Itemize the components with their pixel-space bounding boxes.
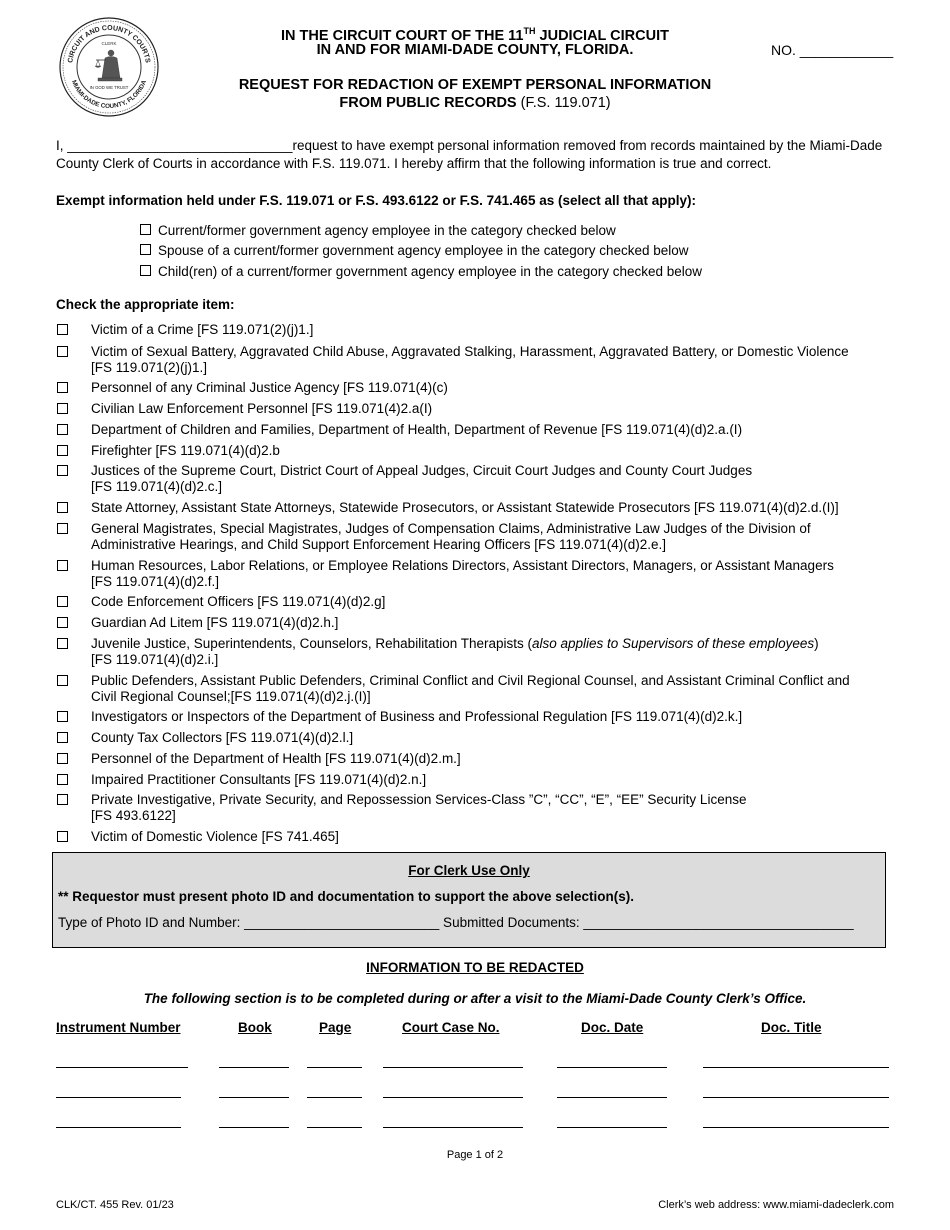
- col-book: Book: [238, 1020, 272, 1035]
- item-checkbox[interactable]: [57, 752, 75, 767]
- checkbox[interactable]: [140, 244, 151, 255]
- item-label: Victim of Domestic Violence [FS 741.465]: [91, 829, 339, 844]
- item-label: General Magistrates, Special Magistrates, Judges of Compensation Claims, Administrative Law Judges of the Division of Administrative Hearings, and Child Support Enforcement Hearing Officers [FS 119.071(4)(d)2.e.]: [91, 521, 811, 552]
- case-number-field[interactable]: NO. ____________: [771, 42, 894, 58]
- redaction-entry-line[interactable]: [383, 1097, 523, 1098]
- form-title-line2: FROM PUBLIC RECORDS (F.S. 119.071): [339, 95, 611, 111]
- redaction-entry-line[interactable]: [219, 1097, 289, 1098]
- redaction-entry-line[interactable]: [703, 1097, 889, 1098]
- exempt-option-label: Spouse of a current/former government agency employee in the category checked below: [158, 243, 689, 258]
- redaction-entry-line[interactable]: [703, 1127, 889, 1128]
- checkbox[interactable]: [140, 224, 151, 235]
- item-label: Human Resources, Labor Relations, or Employee Relations Directors, Assistant Directors, Managers, or Assistant Managers [FS 119.071(4)(d)2.f.]: [91, 558, 834, 589]
- redaction-entry-line[interactable]: [557, 1067, 667, 1068]
- svg-text:IN GOD WE TRUST: IN GOD WE TRUST: [89, 85, 129, 90]
- clerk-seal-logo: [58, 16, 160, 118]
- check-heading: Check the appropriate item:: [56, 297, 235, 312]
- redaction-entry-line[interactable]: [56, 1127, 181, 1128]
- item-label: Justices of the Supreme Court, District Court of Appeal Judges, Circuit Court Judges and County Court Judges [FS 119.071(4)(d)2.c.]: [91, 463, 753, 494]
- redaction-entry-line[interactable]: [383, 1127, 523, 1128]
- item-label: Personnel of the Department of Health [FS 119.071(4)(d)2.m.]: [91, 751, 461, 766]
- item-checkbox[interactable]: [57, 830, 75, 845]
- item-checkbox[interactable]: [57, 444, 75, 459]
- item-checkbox[interactable]: [57, 381, 75, 396]
- item-checkbox[interactable]: [57, 464, 75, 479]
- item-checkbox[interactable]: [57, 522, 75, 537]
- web-address: Clerk’s web address: www.miami-dadeclerk.com: [658, 1199, 894, 1211]
- item-label: Investigators or Inspectors of the Department of Business and Professional Regulation [FS 119.071(4)(d)2.k.]: [91, 709, 743, 724]
- redaction-entry-line[interactable]: [307, 1127, 362, 1128]
- item-checkbox[interactable]: [57, 323, 75, 338]
- redaction-entry-line[interactable]: [219, 1067, 289, 1068]
- svg-text:CIRCUIT AND COUNTY COURTS: CIRCUIT AND COUNTY COURTS: [67, 24, 151, 64]
- item-label: Victim of a Crime [FS 119.071(2)(j)1.]: [91, 322, 314, 337]
- exempt-option[interactable]: [140, 223, 616, 238]
- photo-id-field[interactable]: Type of Photo ID and Number: __________________________ Submitted Documents: ____________________________________: [58, 915, 854, 930]
- page-number: Page 1 of 2: [446, 1149, 504, 1161]
- item-label: Victim of Sexual Battery, Aggravated Child Abuse, Aggravated Stalking, Harassment, Aggravated Battery, or Domestic Violence [FS 119.071(2)(j)1.]: [91, 344, 849, 375]
- redaction-entry-line[interactable]: [703, 1067, 889, 1068]
- clerk-use-box: [52, 852, 886, 948]
- item-checkbox[interactable]: [57, 559, 75, 574]
- item-checkbox[interactable]: [57, 402, 75, 417]
- form-title: REQUEST FOR REDACTION OF EXEMPT PERSONAL INFORMATION: [238, 77, 712, 93]
- item-checkbox[interactable]: [57, 345, 75, 360]
- svg-text:CLERK: CLERK: [101, 41, 117, 46]
- item-checkbox[interactable]: [57, 731, 75, 746]
- item-checkbox[interactable]: [57, 637, 75, 652]
- item-checkbox[interactable]: [57, 423, 75, 438]
- redaction-entry-line[interactable]: [219, 1127, 289, 1128]
- item-label: Personnel of any Criminal Justice Agency [FS 119.071(4)(c): [91, 380, 448, 395]
- item-label: Public Defenders, Assistant Public Defenders, Criminal Conflict and Civil Regional Counsel, and Assistant Criminal Conflict and Civil Regional Counsel;[FS 119.071(4)(d)2.j.(I)]: [91, 673, 850, 704]
- item-label: Guardian Ad Litem [FS 119.071(4)(d)2.h.]: [91, 615, 339, 630]
- redaction-entry-line[interactable]: [56, 1097, 181, 1098]
- exempt-option[interactable]: [140, 264, 702, 279]
- svg-text:MIAMI-DADE COUNTY, FLORIDA: MIAMI-DADE COUNTY, FLORIDA: [69, 79, 149, 111]
- item-checkbox[interactable]: [57, 710, 75, 725]
- item-label: Impaired Practitioner Consultants [FS 119.071(4)(d)2.n.]: [91, 772, 427, 787]
- item-label: Private Investigative, Private Security, and Repossession Services-Class ”C”, “CC”, “E”, “EE” Security License [FS 493.6122]: [91, 792, 747, 823]
- item-label: Civilian Law Enforcement Personnel [FS 119.071(4)2.a(I): [91, 401, 433, 416]
- item-checkbox[interactable]: [57, 773, 75, 788]
- redaction-entry-line[interactable]: [307, 1067, 362, 1068]
- redaction-title: INFORMATION TO BE REDACTED: [366, 960, 584, 975]
- redaction-note: The following section is to be completed during or after a visit to the Miami-Dade County Clerk’s Office.: [143, 991, 807, 1006]
- exempt-option-label: Child(ren) of a current/former government agency employee in the category checked below: [158, 264, 703, 279]
- item-checkbox[interactable]: [57, 595, 75, 610]
- court-county: IN AND FOR MIAMI-DADE COUNTY, FLORIDA.: [316, 42, 634, 58]
- item-checkbox[interactable]: [57, 674, 75, 689]
- item-label: State Attorney, Assistant State Attorneys, Statewide Prosecutors, or Assistant Statewide Prosecutors [FS 119.071(4)(d)2.d.(I)]: [91, 500, 839, 515]
- col-page: Page: [319, 1020, 352, 1035]
- redaction-entry-line[interactable]: [557, 1097, 667, 1098]
- clerk-box-note: ** Requestor must present photo ID and documentation to support the above selection(s).: [58, 889, 635, 904]
- redaction-entry-line[interactable]: [56, 1067, 188, 1068]
- col-doc-title: Doc. Title: [761, 1020, 822, 1035]
- exempt-heading: Exempt information held under F.S. 119.071 or F.S. 493.6122 or F.S. 741.465 as (select all that apply):: [56, 193, 696, 208]
- clerk-box-title: For Clerk Use Only: [408, 863, 530, 878]
- item-checkbox[interactable]: [57, 501, 75, 516]
- redaction-entry-line[interactable]: [307, 1097, 362, 1098]
- redaction-entry-line[interactable]: [557, 1127, 667, 1128]
- affirmation-text: I, ______________________________request to have exempt personal information removed from records maintained by the Miami-Dade County Clerk of Courts in accordance with F.S. 119.071. I hereby affirm that the following information is true and correct.: [56, 138, 883, 171]
- redaction-entry-line[interactable]: [383, 1067, 523, 1068]
- item-label: Department of Children and Families, Department of Health, Department of Revenue [FS 119.071(4)(d)2.a.(I): [91, 422, 743, 437]
- col-instrument-number: Instrument Number: [56, 1020, 181, 1035]
- item-checkbox[interactable]: [57, 616, 75, 631]
- item-checkbox[interactable]: [57, 793, 75, 808]
- form-id: CLK/CT. 455 Rev. 01/23: [56, 1199, 174, 1211]
- exempt-option-label: Current/former government agency employee in the category checked below: [158, 223, 616, 238]
- col-court-case-no: Court Case No.: [402, 1020, 500, 1035]
- item-label: Juvenile Justice, Superintendents, Counselors, Rehabilitation Therapists (also applies to Supervisors of these employees) [FS 119.071(4)(d)2.i.]: [91, 636, 819, 667]
- exempt-option[interactable]: [140, 243, 689, 258]
- item-label: Firefighter [FS 119.071(4)(d)2.b: [91, 443, 280, 458]
- col-doc-date: Doc. Date: [581, 1020, 644, 1035]
- checkbox[interactable]: [140, 265, 151, 276]
- item-label: County Tax Collectors [FS 119.071(4)(d)2.l.]: [91, 730, 354, 745]
- court-title: IN THE CIRCUIT COURT OF THE 11TH JUDICIAL CIRCUIT: [281, 26, 669, 44]
- item-label: Code Enforcement Officers [FS 119.071(4)(d)2.g]: [91, 594, 386, 609]
